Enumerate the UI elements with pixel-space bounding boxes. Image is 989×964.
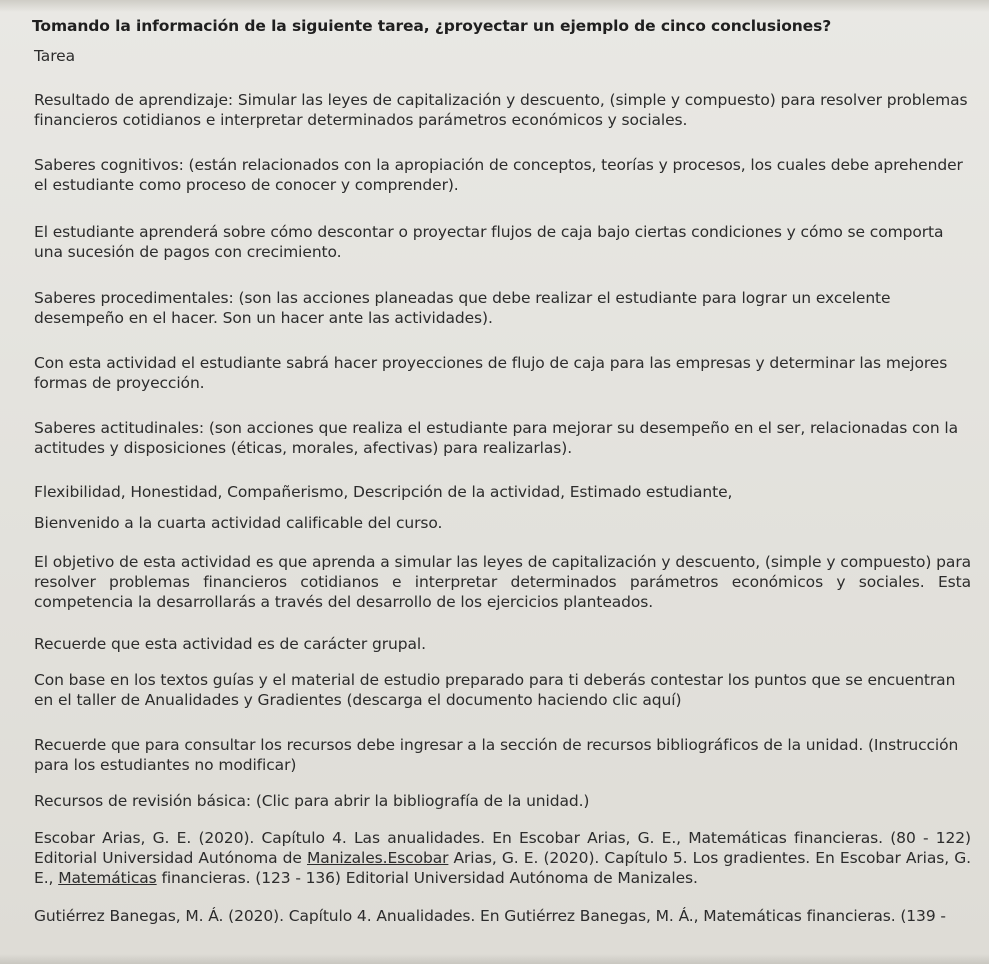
values-list: Flexibilidad, Honestidad, Compañerismo, Descripción de la actividad, Estimado estudiante, bbox=[34, 483, 733, 501]
learning-outcome: Resultado de aprendizaje: Simular las leyes de capitalización y descuento, (simple y compuesto) para resolver problemas financieros cotidianos e interpretar determinados parámetros económicos y sociales. bbox=[34, 91, 968, 129]
manizales-escobar-link[interactable]: Manizales.Escobar bbox=[307, 849, 449, 867]
cash-flow-activity: Con esta actividad el estudiante sabrá hacer proyecciones de flujo de caja para las empresas y determinar las mejores formas de proyección. bbox=[34, 354, 948, 392]
group-reminder: Recuerde que esta actividad es de carácter grupal. bbox=[34, 635, 426, 653]
reference-escobar bbox=[34, 828, 971, 888]
resources-instruction: Recuerde que para consultar los recursos debe ingresar a la sección de recursos bibliográficos de la unidad. (Instrucción para los estudiantes no modificar) bbox=[34, 736, 959, 774]
matematicas-link[interactable]: Matemáticas bbox=[58, 869, 157, 887]
student-will-learn: El estudiante aprenderá sobre cómo descontar o proyectar flujos de caja bajo ciertas condiciones y cómo se comporta una sucesión de pagos con crecimiento. bbox=[34, 223, 944, 261]
procedural-knowledge: Saberes procedimentales: (son las acciones planeadas que debe realizar el estudiante para lograr un excelente desempeño en el hacer. Son un hacer ante las actividades). bbox=[34, 289, 891, 327]
activity-objective: El objetivo de esta actividad es que aprenda a simular las leyes de capitalización y descuento, (simple y compuesto) para resolver problemas financieros cotidianos e interpretar determinados parámetros económicos y sociales. Esta competencia la desarrollarás a través del desarrollo de los ejercicios planteados. bbox=[34, 553, 971, 611]
basic-resources-link[interactable]: Recursos de revisión básica: (Clic para abrir la bibliografía de la unidad.) bbox=[34, 792, 590, 810]
page-top-edge bbox=[0, 0, 989, 12]
attitudinal-knowledge: Saberes actitudinales: (son acciones que realiza el estudiante para mejorar su desempeño en el ser, relacionadas con la actitudes y disposiciones (éticas, morales, afectivas) para realizarlas). bbox=[34, 419, 958, 457]
page-bottom-edge bbox=[0, 954, 989, 964]
question-title: Tomando la información de la siguiente tarea, ¿proyectar un ejemplo de cinco conclusiones? bbox=[32, 17, 832, 35]
welcome-text: Bienvenido a la cuarta actividad calificable del curso. bbox=[34, 514, 443, 532]
reference-escobar-part1: Escobar Arias, G. E. (2020). Capítulo 4. Las anualidades. En Escobar Arias, G. E., Matemáticas financieras. (80 - 122) Editorial Universidad Autónoma de bbox=[34, 829, 971, 867]
reference-gutierrez: Gutiérrez Banegas, M. Á. (2020). Capítulo 4. Anualidades. En Gutiérrez Banegas, M. Á., Matemáticas financieras. (139 - bbox=[34, 907, 946, 925]
task-label: Tarea bbox=[34, 47, 75, 65]
cognitive-knowledge: Saberes cognitivos: (están relacionados con la apropiación de conceptos, teorías y procesos, los cuales debe aprehender el estudiante como proceso de conocer y comprender). bbox=[34, 156, 963, 194]
guide-texts-instructions[interactable]: Con base en los textos guías y el material de estudio preparado para ti deberás contestar los puntos que se encuentran en el taller de Anualidades y Gradientes (descarga el documento haciendo clic aquí) bbox=[34, 671, 956, 709]
reference-escobar-part3: financieras. (123 - 136) Editorial Universidad Autónoma de Manizales. bbox=[156, 869, 698, 887]
reference-escobar-part2: Arias, G. E. (2020). Capítulo 5. Los gradientes. En Escobar Arias, G. E., bbox=[34, 849, 971, 887]
